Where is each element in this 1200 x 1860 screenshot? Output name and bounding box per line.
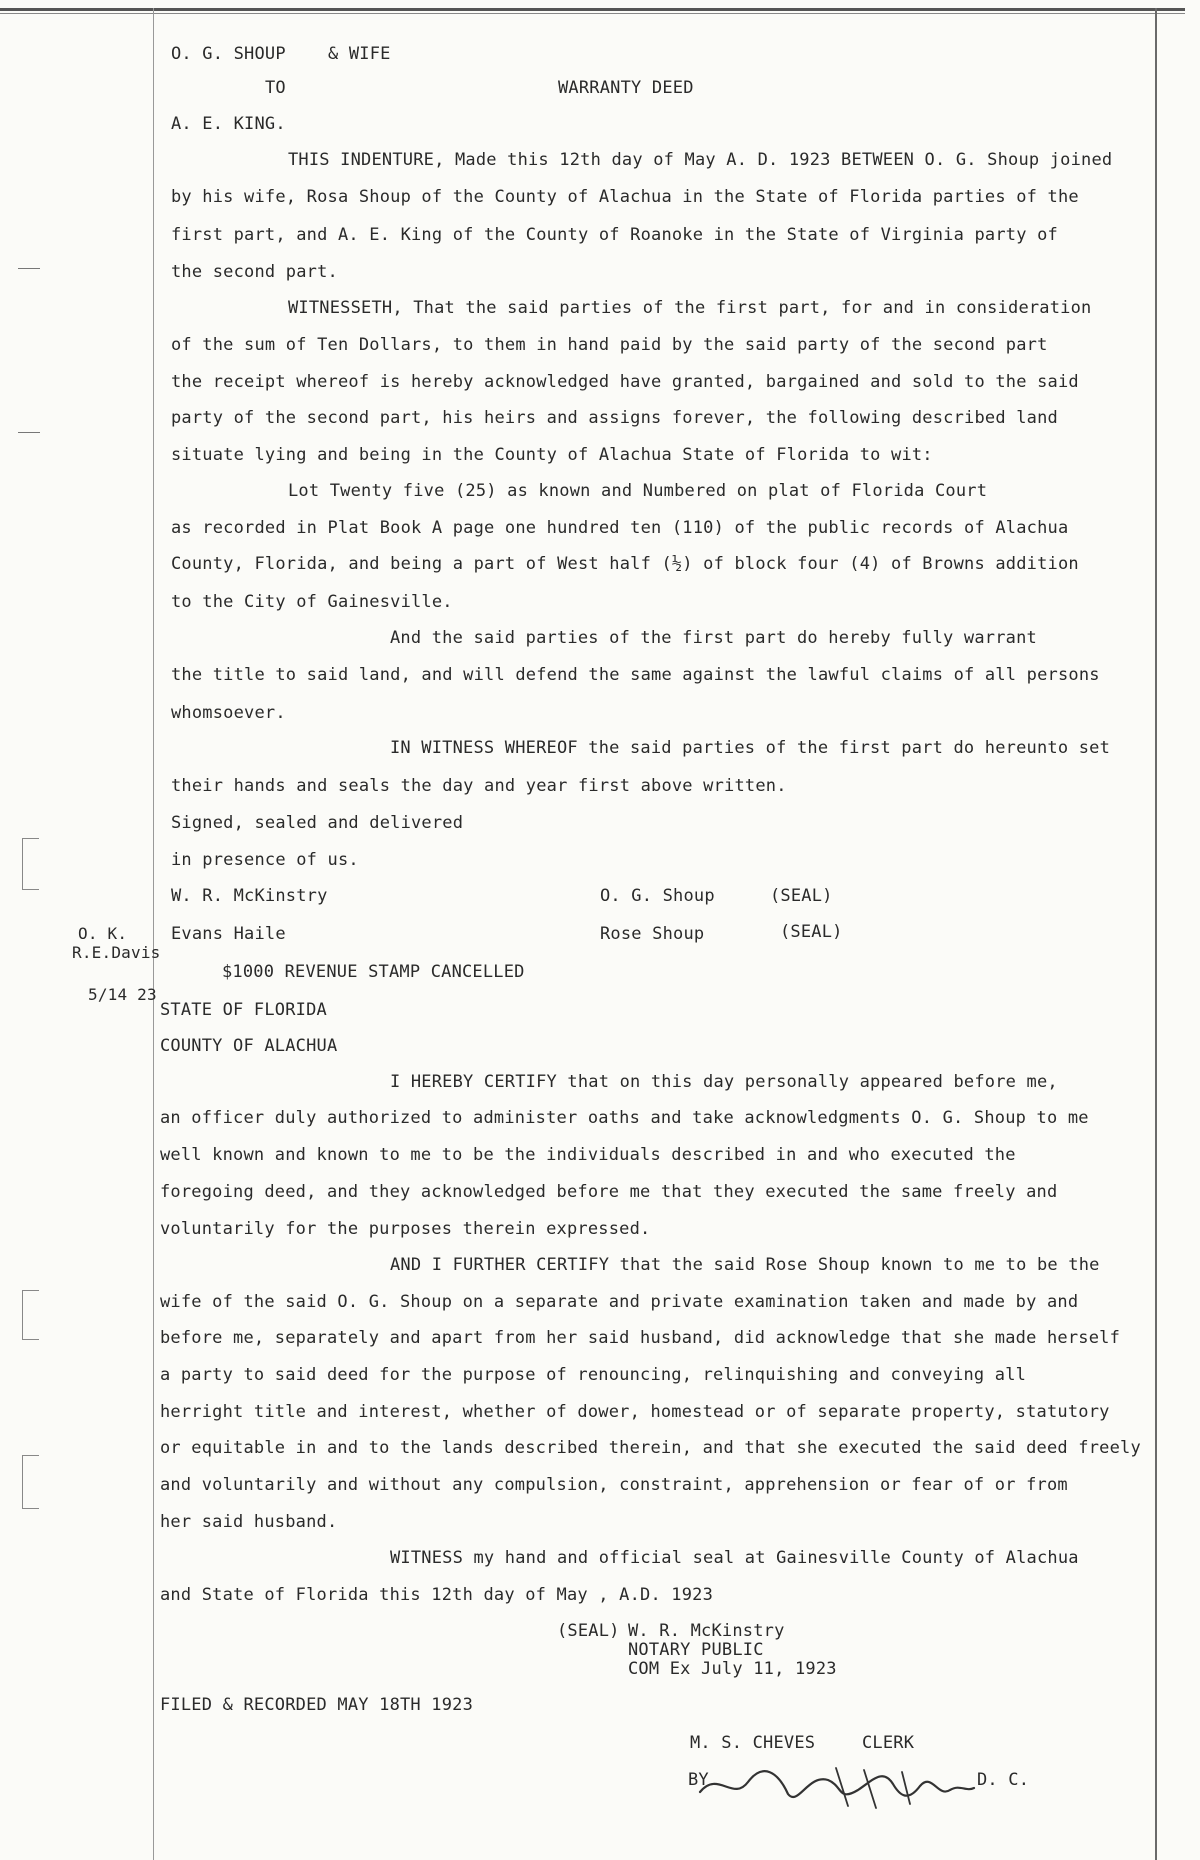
- certificate-line: an officer duly authorized to administer oaths and take acknowledgments O. G. Shoup to me: [160, 1108, 1089, 1128]
- deed-line: Lot Twenty five (25) as known and Numbered on plat of Florida Court: [288, 481, 988, 501]
- deed-line: whomsoever.: [171, 703, 286, 723]
- grantee-name: A. E. KING.: [171, 114, 286, 134]
- deed-line: of the sum of Ten Dollars, to them in hand paid by the said party of the second part: [171, 335, 1048, 355]
- certificate-line: wife of the said O. G. Shoup on a separate and private examination taken and made by and: [160, 1292, 1079, 1312]
- certificate-line: a party to said deed for the purpose of renouncing, relinquishing and conveying all: [160, 1365, 1027, 1385]
- deputy-clerk: D. C.: [977, 1770, 1030, 1790]
- deed-line: as recorded in Plat Book A page one hundred ten (110) of the public records of Alachua: [171, 518, 1069, 538]
- to-label: TO: [265, 78, 286, 98]
- deed-line: in presence of us.: [171, 850, 359, 870]
- document-type: WARRANTY DEED: [558, 78, 694, 98]
- deed-line: situate lying and being in the County of Alachua State of Florida to wit:: [171, 445, 933, 465]
- seal-1: (SEAL): [770, 886, 833, 906]
- seal-2: (SEAL): [780, 922, 843, 942]
- deed-line: their hands and seals the day and year first above written.: [171, 776, 787, 796]
- filed-recorded: FILED & RECORDED MAY 18TH 1923: [160, 1695, 474, 1715]
- witness-2: Evans Haile: [171, 924, 286, 944]
- certificate-line: I HEREBY CERTIFY that on this day personally appeared before me,: [390, 1072, 1058, 1092]
- revenue-stamp: $1000 REVENUE STAMP CANCELLED: [222, 962, 525, 982]
- deed-line: And the said parties of the first part do hereby fully warrant: [390, 628, 1037, 648]
- deed-line: party of the second part, his heirs and assigns forever, the following described land: [171, 408, 1058, 428]
- certificate-line: foregoing deed, and they acknowledged before me that they executed the same freely and: [160, 1182, 1058, 1202]
- deed-line: to the City of Gainesville.: [171, 592, 453, 612]
- deed-line: first part, and A. E. King of the County of Roanoke in the State of Virginia party of: [171, 225, 1058, 245]
- margin-bracket: [22, 1455, 39, 1509]
- certificate-line: WITNESS my hand and official seal at Gainesville County of Alachua: [390, 1548, 1079, 1568]
- witness-1: W. R. McKinstry: [171, 886, 328, 906]
- notary-seal: (SEAL): [557, 1621, 620, 1641]
- margin-bracket: [22, 838, 39, 890]
- certificate-line: and voluntarily and without any compulsion, constraint, apprehension or fear of or from: [160, 1475, 1068, 1495]
- left-margin-line: [153, 8, 154, 1860]
- margin-approver: R.E.Davis: [72, 943, 161, 962]
- clerk-name: M. S. CHEVES: [690, 1733, 816, 1753]
- deed-line: by his wife, Rosa Shoup of the County of Alachua in the State of Florida parties of the: [171, 187, 1079, 207]
- margin-tick: [18, 268, 40, 269]
- top-border-secondary: [0, 13, 1185, 14]
- margin-date: 5/14 23: [88, 985, 157, 1004]
- state-heading: STATE OF FLORIDA: [160, 1000, 327, 1020]
- clerk-title: CLERK: [862, 1733, 915, 1753]
- certificate-line: and State of Florida this 12th day of May , A.D. 1923: [160, 1585, 714, 1605]
- grantor-wife: & WIFE: [328, 44, 391, 64]
- deed-line: THIS INDENTURE, Made this 12th day of May A. D. 1923 BETWEEN O. G. Shoup joined: [288, 150, 1113, 170]
- clerk-by: BY: [688, 1770, 709, 1790]
- deed-line: Signed, sealed and delivered: [171, 813, 464, 833]
- deed-line: WITNESSETH, That the said parties of the first part, for and in consideration: [288, 298, 1092, 318]
- certificate-line: her said husband.: [160, 1512, 338, 1532]
- certificate-line: herright title and interest, whether of dower, homestead or of separate property, statutory: [160, 1402, 1110, 1422]
- notary-name: W. R. McKinstry: [628, 1621, 785, 1641]
- right-border: [1155, 8, 1157, 1860]
- deed-line: the receipt whereof is hereby acknowledged have granted, bargained and sold to the said: [171, 372, 1079, 392]
- certificate-line: or equitable in and to the lands described therein, and that she executed the said deed freely: [160, 1438, 1141, 1458]
- notary-commission: COM Ex July 11, 1923: [628, 1659, 837, 1679]
- margin-ok: O. K.: [78, 924, 128, 943]
- deed-line: the title to said land, and will defend the same against the lawful claims of all persons: [171, 665, 1100, 685]
- certificate-line: AND I FURTHER CERTIFY that the said Rose Shoup known to me to be the: [390, 1255, 1100, 1275]
- deed-line: County, Florida, and being a part of West half (½) of block four (4) of Browns addition: [171, 554, 1079, 574]
- county-heading: COUNTY OF ALACHUA: [160, 1036, 338, 1056]
- grantor-name: O. G. SHOUP: [171, 44, 286, 64]
- handwritten-signature: [688, 1762, 978, 1816]
- notary-title: NOTARY PUBLIC: [628, 1640, 764, 1660]
- signatory-2: Rose Shoup: [600, 924, 705, 944]
- deed-line: IN WITNESS WHEREOF the said parties of the first part do hereunto set: [390, 738, 1111, 758]
- certificate-line: before me, separately and apart from her said husband, did acknowledge that she made herself: [160, 1328, 1121, 1348]
- margin-bracket: [22, 1290, 39, 1340]
- margin-tick: [18, 432, 40, 433]
- certificate-line: voluntarily for the purposes therein expressed.: [160, 1219, 651, 1239]
- top-border: [0, 8, 1185, 11]
- certificate-line: well known and known to me to be the individuals described in and who executed the: [160, 1145, 1016, 1165]
- deed-line: the second part.: [171, 262, 338, 282]
- signatory-1: O. G. Shoup: [600, 886, 715, 906]
